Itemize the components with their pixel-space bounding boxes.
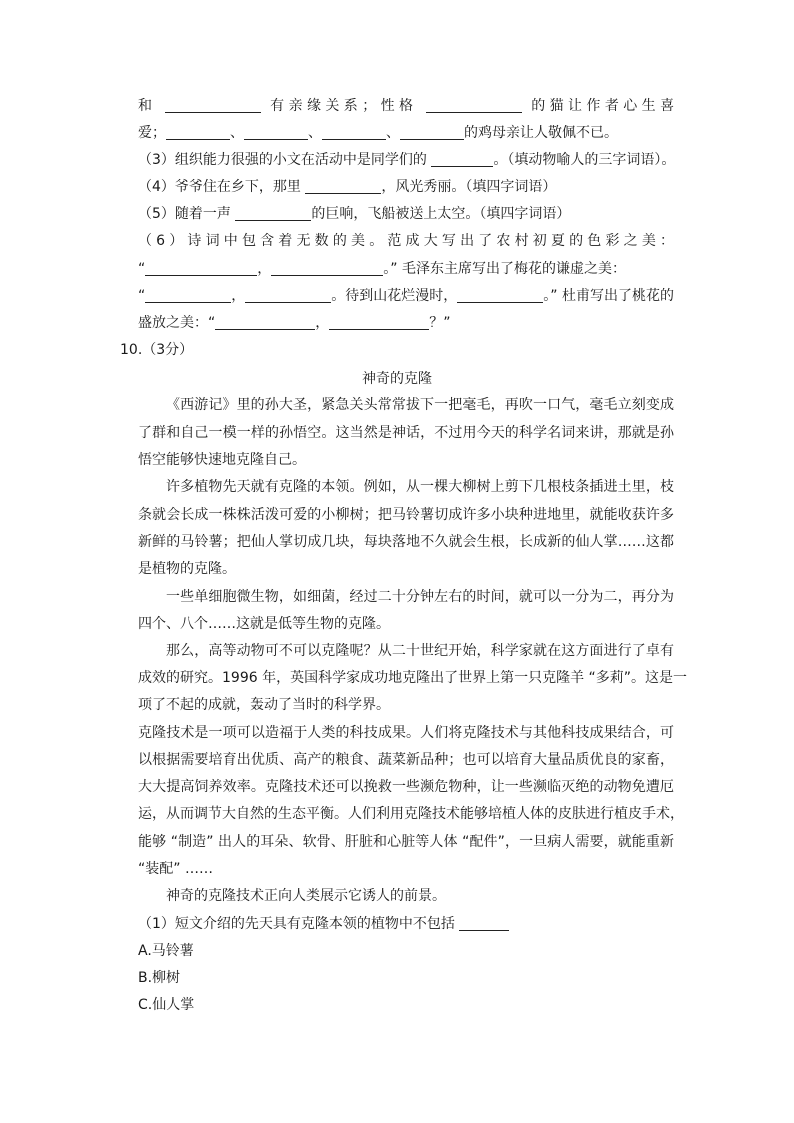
answer-blank[interactable]	[245, 286, 331, 303]
paragraph-5-line-2: 以根据需要培育出优质、高产的粮食、蔬菜新品种；也可以培育大量品质优良的家畜，	[138, 752, 674, 768]
paragraph-1-line-2: 了群和自己一模一样的孙悟空。这当然是神话，不过用今天的科学名词来讲，那就是孙	[138, 425, 674, 441]
question-number: 10.（3分）	[120, 342, 194, 358]
option-b[interactable]: B.柳树	[138, 970, 181, 986]
paragraph-3-line-2: 四个、八个……这就是低等生物的克隆。	[138, 616, 390, 632]
paragraph-5-line-6: “装配” ……	[138, 861, 213, 877]
paragraph-4-line-3: 项了不起的成就，轰动了当时的科学界。	[138, 697, 390, 713]
answer-blank[interactable]	[166, 123, 230, 140]
paragraph-4-line-1: 那么，高等动物可不可以克隆呢？从二十世纪开始，科学家就在这方面进行了卓有	[166, 643, 674, 659]
q9-line-2: 爱； 、 、 、 的鸡母亲让人敬佩不已。	[138, 125, 618, 141]
answer-blank[interactable]	[459, 914, 509, 931]
answer-blank[interactable]	[305, 177, 381, 194]
paragraph-6: 神奇的克隆技术正向人类展示它诱人的前景。	[166, 888, 446, 904]
answer-blank[interactable]	[215, 313, 315, 330]
paragraph-4-line-2: 成效的研究。1996 年，英国科学家成功地克隆出了世界上第一只克隆羊 “多莉”。这是一	[138, 670, 688, 686]
paragraph-5-line-4: 运，从而调节大自然的生态平衡。人们利用克隆技术能够培植人体的皮肤进行植皮手术，	[138, 806, 684, 822]
option-a[interactable]: A.马铃薯	[138, 943, 194, 959]
answer-blank[interactable]	[244, 123, 308, 140]
passage-title: 神奇的克隆	[362, 371, 432, 387]
answer-blank[interactable]	[400, 123, 464, 140]
sub-question-1: （1）短文介绍的先天具有克隆本领的植物中不包括	[138, 911, 674, 937]
paragraph-5-line-5: 能够 “制造” 出人的耳朵、软骨、肝脏和心脏等人体 “配件”，一旦病人需要，就能重新	[138, 834, 674, 850]
option-c[interactable]: C.仙人掌	[138, 997, 195, 1013]
q9-item-6-line-2: “ ， 。” 毛泽东主席写出了梅花的谦虚之美：	[138, 261, 626, 277]
answer-blank[interactable]	[165, 96, 261, 113]
q9-item-6-line-3: “ ， 。待到山花烂漫时， 。” 杜甫写出了桃花的	[138, 288, 674, 304]
answer-blank[interactable]	[235, 204, 311, 221]
answer-blank[interactable]	[426, 96, 522, 113]
paragraph-5-line-3: 大大提高饲养效率。克隆技术还可以挽救一些濒危物种，让一些濒临灭绝的动物免遭厄	[138, 779, 674, 795]
q9-item-4: （4）爷爷住在乡下，那里 ，风光秀丽。（填四字词语）	[138, 179, 557, 195]
q9-item-6-line-1: （6）诗词中包含着无数的美。范成大写出了农村初夏的色彩之美：	[138, 233, 674, 249]
q9-item-3: （3）组织能力很强的小文在活动中是同学们的 。（填动物喻人的三字词语）。	[138, 152, 676, 168]
paragraph-1-line-1: 《西游记》里的孙大圣，紧急关头常常拔下一把毫毛，再吹一口气，毫毛立刻变成	[166, 397, 674, 413]
answer-blank[interactable]	[322, 123, 386, 140]
answer-blank[interactable]	[145, 286, 231, 303]
answer-blank[interactable]	[271, 259, 383, 276]
paragraph-2-line-2: 条就会长成一株株活泼可爱的小柳树；把马铃薯切成许多小块种进地里，就能收获许多	[138, 507, 674, 523]
paragraph-2-line-3: 新鲜的马铃薯；把仙人掌切成几块，每块落地不久就会生根，长成新的仙人掌……这都	[138, 534, 674, 550]
paragraph-1-line-3: 悟空能够快速地克隆自己。	[138, 452, 306, 468]
q9-item-6-line-4: 盛放之美：“ ， ？”	[138, 315, 451, 331]
answer-blank[interactable]	[145, 259, 257, 276]
paragraph-5-line-1: 克隆技术是一项可以造福于人类的科技成果。人们将克隆技术与其他科技成果结合，可	[138, 725, 674, 741]
paragraph-2-line-4: 是植物的克隆。	[138, 561, 236, 577]
answer-blank[interactable]	[431, 150, 493, 167]
q9-line-1: 和 有亲缘关系；性格 的猫让作者心生喜	[138, 98, 675, 114]
answer-blank[interactable]	[329, 313, 429, 330]
paragraph-3-line-1: 一些单细胞微生物，如细菌，经过二十分钟左右的时间，就可以一分为二，再分为	[166, 589, 674, 605]
q9-item-5: （5）随着一声 的巨响，飞船被送上太空。（填四字词语）	[138, 206, 571, 222]
paragraph-2-line-1: 许多植物先天就有克隆的本领。例如，从一棵大柳树上剪下几根枝条插进土里，枝	[166, 479, 674, 495]
answer-blank[interactable]	[457, 286, 543, 303]
